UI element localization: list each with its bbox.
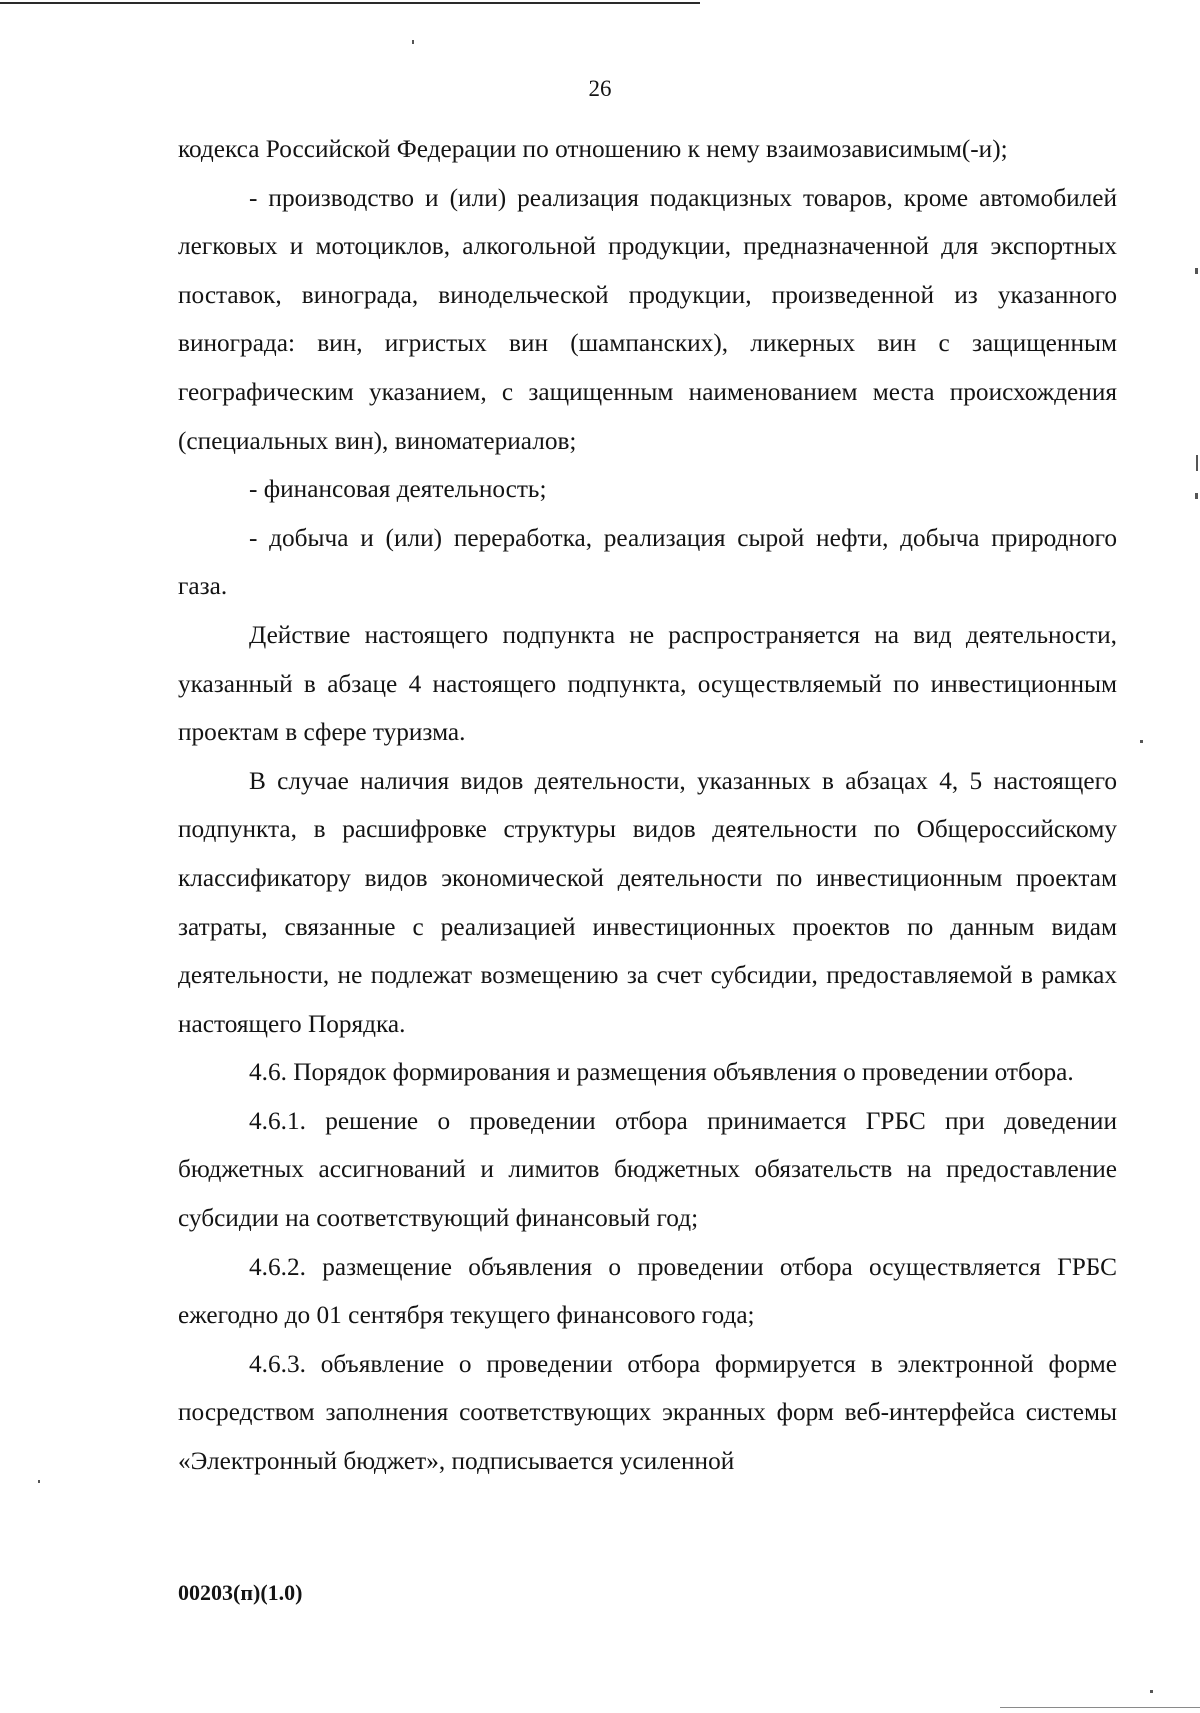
scan-speck <box>412 40 414 44</box>
scan-speck <box>1150 1690 1153 1693</box>
list-item-excise-goods: - производство и (или) реализация подакцизных товаров, кроме автомобилей легковых и мотоциклов, алкогольной продукции, предназначенной для экспортных поставок, винограда, винодельческой продукции, произведенной из указанного винограда: вин, игристых вин (шампанских), ликерных вин с защищенным географическим указанием, с защищенным наименованием места происхождения (специальных вин), виноматериалов; <box>178 183 1117 455</box>
section-heading-4-6: 4.6. Порядок формирования и размещения объявления о проведении отбора. <box>249 1058 1074 1087</box>
scan-speck <box>1196 455 1198 471</box>
clause-4-6-1: 4.6.1. решение о проведении отбора принимается ГРБС при доведении бюджетных ассигнований и лимитов бюджетных обязательств на предоставление субсидии на соответствующий финансовый год; <box>178 1106 1117 1233</box>
list-item-financial-activity: - финансовая деятельность; <box>249 475 547 504</box>
paragraph-continuation: кодекса Российской Федерации по отношению к нему взаимозависимым(-и); <box>178 135 1008 163</box>
clause-4-6-3: 4.6.3. объявление о проведении отбора формируется в электронной форме посредством заполнения соответствующих экранных форм веб-интерфейса системы «Электронный бюджет», подписывается усиленной <box>178 1349 1117 1476</box>
clause-4-6-2: 4.6.2. размещение объявления о проведении отбора осуществляется ГРБС ежегодно до 01 сентября текущего финансового года; <box>178 1252 1117 1330</box>
list-item-oil-gas: - добыча и (или) переработка, реализация сырой нефти, добыча природного газа. <box>178 523 1117 601</box>
scan-edge-bottom <box>1000 1707 1200 1708</box>
scan-edge-top <box>0 2 700 4</box>
page-number: 26 <box>588 76 612 101</box>
scan-speck <box>1140 740 1143 743</box>
scan-speck <box>1195 268 1198 274</box>
scan-speck <box>38 1480 40 1483</box>
paragraph-activity-types: В случае наличия видов деятельности, указанных в абзацах 4, 5 настоящего подпункта, в расшифровке структуры видов деятельности по Общероссийскому классификатору видов экономической деятельности по инвестиционным проектам затраты, связанные с реализацией инвестиционных проектов по данным видам деятельности, не подлежат возмещению за счет субсидии, предоставляемой в рамках настоящего Порядка. <box>178 766 1117 1038</box>
document-body <box>178 125 1117 1486</box>
scan-speck <box>1195 493 1198 499</box>
document-code: 00203(п)(1.0) <box>178 1580 303 1605</box>
paragraph-tourism-exception: Действие настоящего подпункта не распространяется на вид деятельности, указанный в абзаце 4 настоящего подпункта, осуществляемый по инвестиционным проектам в сфере туризма. <box>178 620 1117 747</box>
